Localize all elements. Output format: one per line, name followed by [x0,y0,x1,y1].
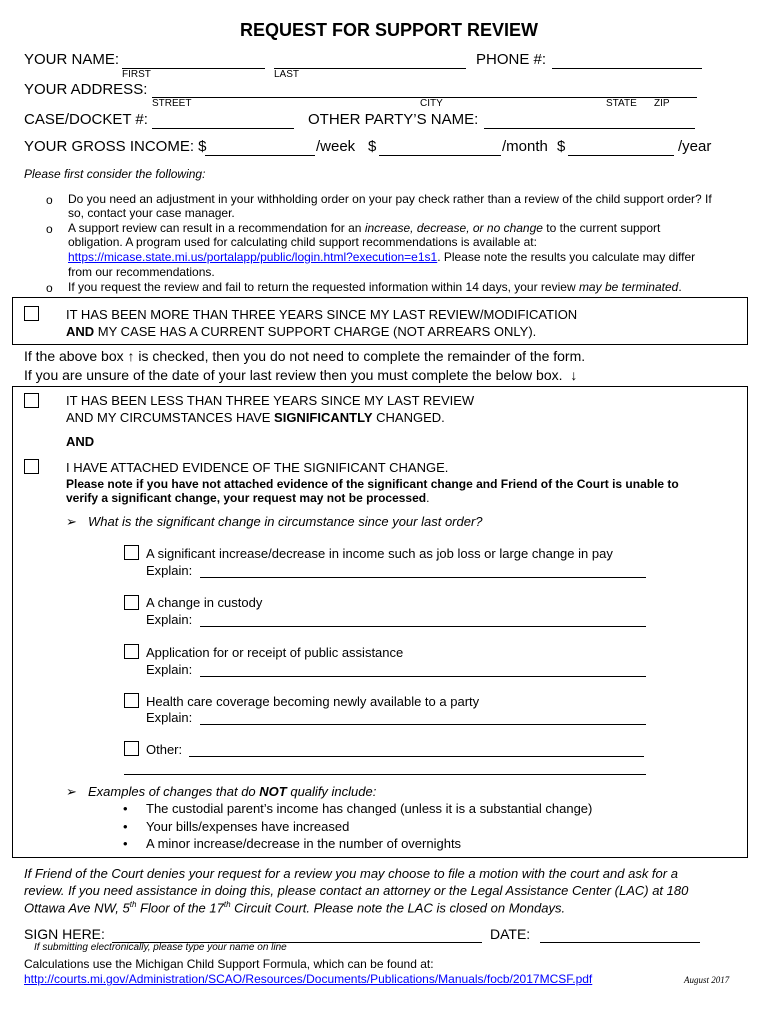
consider-item-1-line-2: so, contact your case manager. [68,206,235,220]
health-care-explain-label: Explain: [146,710,193,725]
page-title: REQUEST FOR SUPPORT REVIEW [240,20,539,40]
box2-line-2: AND MY CIRCUMSTANCES HAVE SIGNIFICANTLY CHANGED. [66,410,445,425]
arrow-down-icon: ↓ [570,367,578,383]
weekly-income-field[interactable] [205,155,315,156]
income-change-label: A significant increase/decrease in income such as job loss or large change in pay [146,546,613,561]
public-assistance-explain-field[interactable] [200,676,646,677]
examples-heading: Examples of changes that do NOT qualify include: [88,784,377,799]
calculations-note: Calculations use the Michigan Child Support Formula, which can be found at: [24,957,434,971]
instruction-line-2: If you are unsure of the date of your last review then you must complete the below box. ↓ [24,367,578,383]
other-field-line-2[interactable] [124,774,646,775]
arrow-bullet-icon: ➢ [66,784,77,799]
address-label: YOUR ADDRESS: [24,81,148,98]
footer-para-line-2: review. If you need assistance in doing this, please contact an attorney or the Legal Assistance Center (LAC) at 180 [24,883,689,898]
other-checkbox[interactable] [124,741,139,756]
consider-item-2-line-3: https://micase.state.mi.us/portalapp/public/login.html?execution=e1s1. Please note the results you calculate may differ [68,250,696,264]
zip-caption: ZIP [654,98,670,109]
phone-label: PHONE #: [476,51,547,68]
date-label: DATE: [490,926,531,942]
sign-here-label: SIGN HERE: [24,926,105,942]
consider-heading: Please first consider the following: [24,167,206,181]
public-assistance-checkbox[interactable] [124,644,139,659]
footer-para-line-3: Ottawa Ave NW, 5th Floor of the 17th Circuit Court. Please note the LAC is closed on Mondays. [24,900,566,916]
public-assistance-explain-label: Explain: [146,662,193,677]
box2-and: AND [66,434,95,449]
case-docket-field[interactable] [152,128,294,129]
example-item: Your bills/expenses have increased [146,819,350,834]
consider-item-2-line-4: from our recommendations. [68,265,215,279]
gross-income-label: YOUR GROSS INCOME: $ [24,138,207,155]
street-caption: STREET [152,98,192,109]
arrow-up-icon: ↑ [127,348,135,364]
instruction-line-1: If the above box ↑ is checked, then you do not need to complete the remainder of the form. [24,348,586,364]
example-item: The custodial parent’s income has changed (unless it is a substantial change) [146,801,593,816]
bullet-icon: o [46,281,53,295]
evidence-note-line-1: Please note if you have not attached evidence of the significant change and Friend of the Court is unable to [66,477,679,491]
yearly-income-field[interactable] [568,155,674,156]
box2-line-1: IT HAS BEEN LESS THAN THREE YEARS SINCE MY LAST REVIEW [66,393,475,408]
last-caption: LAST [274,69,300,80]
calculator-link[interactable]: https://micase.state.mi.us/portalapp/public/login.html?execution=e1s1 [68,250,438,264]
evidence-attached-checkbox[interactable] [24,459,39,474]
week-label: /week [316,138,356,155]
arrow-bullet-icon: ➢ [66,514,77,529]
evidence-note-line-2: verify a significant change, your request may not be processed. [66,491,430,505]
month-label: /month [502,138,548,155]
dollar-sign: $ [368,138,377,155]
phone-field[interactable] [552,68,702,69]
bullet-icon: • [123,836,128,851]
case-docket-label: CASE/DOCKET #: [24,111,148,128]
health-care-checkbox[interactable] [124,693,139,708]
other-label: Other: [146,742,183,757]
custody-change-label: A change in custody [146,595,263,610]
bullet-icon: • [123,801,128,816]
bullet-icon: • [123,819,128,834]
example-item: A minor increase/decrease in the number of overnights [146,836,462,851]
income-explain-field[interactable] [200,577,646,578]
mcsf-link[interactable]: http://courts.mi.gov/Administration/SCAO/Resources/Documents/Publications/Manuals/focb/2017MCSF.pdf [24,972,593,986]
date-field[interactable] [540,942,700,943]
consider-item-1-line-1: Do you need an adjustment in your withholding order on your pay check rather than a review of the child support order? If [68,192,712,206]
sign-note: If submitting electronically, please type your name on line [34,942,287,953]
evidence-attached-label: I HAVE ATTACHED EVIDENCE OF THE SIGNIFICANT CHANGE. [66,460,449,475]
income-change-checkbox[interactable] [124,545,139,560]
significant-change-question: What is the significant change in circumstance since your last order? [88,514,483,529]
box1-line-1: IT HAS BEEN MORE THAN THREE YEARS SINCE MY LAST REVIEW/MODIFICATION [66,307,578,322]
less-than-three-years-checkbox[interactable] [24,393,39,408]
box1-line-2: AND MY CASE HAS A CURRENT SUPPORT CHARGE (NOT ARREARS ONLY). [66,324,537,339]
your-name-label: YOUR NAME: [24,51,120,68]
other-party-label: OTHER PARTY’S NAME: [308,111,479,128]
consider-item-2-line-2: obligation. A program used for calculating child support recommendations is available at: [68,235,537,249]
state-caption: STATE [606,98,637,109]
monthly-income-field[interactable] [379,155,501,156]
bullet-icon: o [46,222,53,236]
revision-date: August 2017 [684,975,730,985]
bullet-icon: o [46,193,53,207]
last-name-field[interactable] [274,68,466,69]
city-caption: CITY [420,98,443,109]
other-party-field[interactable] [484,128,695,129]
consider-item-3: If you request the review and fail to return the requested information within 14 days, your review may be terminated. [68,280,682,294]
income-explain-label: Explain: [146,563,193,578]
other-field-line-1[interactable] [189,756,644,757]
custody-explain-label: Explain: [146,612,193,627]
more-than-three-years-checkbox[interactable] [24,306,39,321]
dollar-sign-2: $ [557,138,566,155]
consider-item-2-line-1: A support review can result in a recommendation for an increase, decrease, or no change to the current support [68,221,661,235]
custody-explain-field[interactable] [200,626,646,627]
first-caption: FIRST [122,69,151,80]
footer-para-line-1: If Friend of the Court denies your request for a review you may choose to file a motion with the court and ask for a [24,866,678,881]
public-assistance-label: Application for or receipt of public assistance [146,645,404,660]
custody-change-checkbox[interactable] [124,595,139,610]
health-care-label: Health care coverage becoming newly available to a party [146,694,480,709]
year-label: /year [678,138,712,155]
health-care-explain-field[interactable] [200,724,646,725]
